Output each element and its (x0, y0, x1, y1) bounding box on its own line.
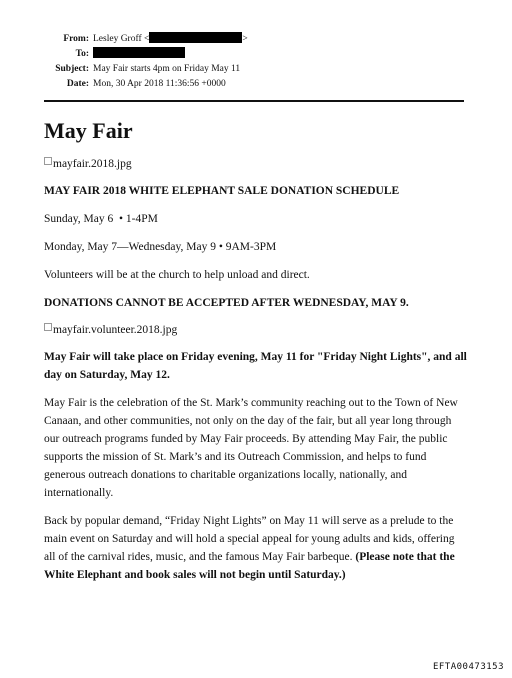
email-body (44, 118, 468, 594)
image-alt-text: mayfair.2018.jpg (53, 158, 132, 170)
date-row (0, 77, 512, 92)
image-placeholder-mayfair (44, 156, 468, 172)
subject-row (0, 62, 512, 77)
subject-label: Subject: (55, 64, 89, 74)
volunteers-note: Volunteers will be at the church to help unload and direct. (44, 269, 310, 281)
from-name: Lesley Groff < (93, 34, 150, 44)
from-close: > (242, 34, 248, 44)
paragraph-bold-note: (Please note that the White Elephant and book sales will not begin until Saturday.) (44, 551, 455, 581)
page-title: May Fair (44, 118, 133, 143)
fair-dates: May Fair will take place on Friday evening, May 11 for "Friday Night Lights", and all day on Saturday, May 12. (44, 351, 467, 381)
subject-value: May Fair starts 4pm on Friday May 11 (93, 64, 241, 74)
header-divider (44, 100, 464, 102)
date-label: Date: (66, 79, 89, 89)
email-header (0, 32, 512, 92)
schedule-title: MAY FAIR 2018 WHITE ELEPHANT SALE DONATION SCHEDULE (44, 185, 400, 197)
broken-image-icon (44, 157, 52, 165)
document-id: EFTA00473153 (432, 662, 504, 672)
paragraph-celebration: May Fair is the celebration of the St. Mark’s community reaching out to the Town of New Canaan, and other communities, not only on the day of the fair, but all year long through our outreach programs funded by May Fair proceeds. By attending May Fair, the public supports the mission of St. Mark’s and its Outreach Commission, and helps to fund generous outreach donations to charitable organizations locally, nationally, and internationally. (44, 397, 458, 499)
schedule-line-weekdays: Monday, May 7—Wednesday, May 9 • 9AM-3PM (44, 241, 277, 253)
to-value (93, 47, 185, 62)
redaction-bar (93, 47, 185, 58)
redaction-bar (149, 32, 242, 43)
schedule-line-sunday: Sunday, May 6 • 1-4PM (44, 213, 158, 225)
broken-image-icon (44, 323, 52, 331)
paragraph-text: Back by popular demand, “Friday Night Lights” on May 11 will serve as a prelude to the main event on Saturday and will hold a special appeal for young adults and kids, offering all of the carnival rides, music, and the famous May Fair barbeque. (44, 515, 455, 563)
image-alt-text: mayfair.volunteer.2018.jpg (53, 324, 178, 336)
from-value (93, 32, 248, 47)
to-row (0, 47, 512, 62)
paragraph-friday-night-lights (44, 512, 468, 584)
donations-notice: DONATIONS CANNOT BE ACCEPTED AFTER WEDNESDAY, MAY 9. (44, 297, 409, 309)
image-placeholder-volunteer (44, 322, 468, 338)
to-label: To: (75, 49, 89, 59)
from-label: From: (63, 34, 89, 44)
from-row (0, 32, 512, 47)
date-value: Mon, 30 Apr 2018 11:36:56 +0000 (93, 79, 226, 89)
